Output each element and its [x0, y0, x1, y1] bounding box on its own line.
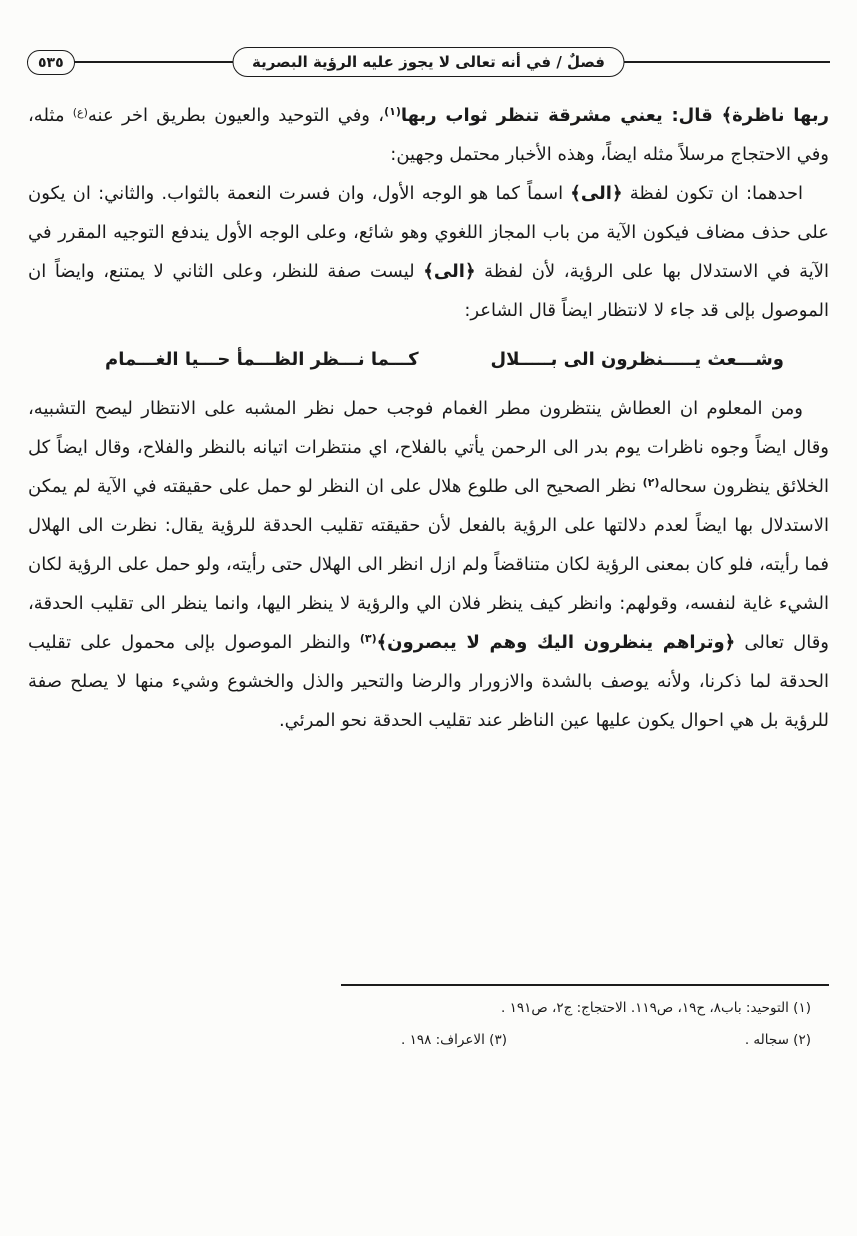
footnote-1: (١) التوحيد: باب٨، ح١٩، ص١١٩. الاحتجاج: ج٢، ص١٩١ . [500, 999, 811, 1016]
p2-text-b: اسماً كما هو الوجه الأول، وان فسرت النعمة بالثواب. والثاني: ان يكون على حذف مضاف فيكون الآية من باب المجاز اللغوي وهو شائع، وعلى الوجه الأول يندفع التوجيه المقرر في الآية في الاستدلال بها على الرؤية، لأن لفظة [28, 183, 829, 282]
quran-word-ila-1: ﴿الى﴾ [570, 183, 623, 204]
footnote-marker-2: (٢) [642, 476, 660, 489]
paragraph-2 [28, 174, 829, 330]
honorific-mark: (ع) [72, 106, 88, 119]
page-number: ٥٣٥ [38, 54, 64, 71]
footnote-2: (٢) سجاله . [744, 1031, 811, 1048]
quran-word-ila-2: ﴿الى﴾ [423, 261, 476, 282]
footnote-marker-3: (٣) [359, 632, 377, 645]
p2-text-a: احدهما: ان تكون لفظة [622, 183, 803, 204]
footnote-marker-1: (١) [384, 105, 401, 118]
chapter-title-box [233, 47, 624, 77]
p1-text-b: مثله، وفي الاحتجاج مرسلاً مثله ايضاً، وهذه الأخبار محتمل وجهين: [28, 105, 829, 165]
chapter-title: فصلٌ / في أنه تعالى لا يجوز عليه الرؤية البصرية [251, 53, 606, 71]
poetry-hemistich-2: كـــما نـــظر الظـــمأ حـــيا الغـــمام [105, 349, 419, 370]
poetry-verse [28, 330, 829, 389]
footnote-3: (٣) الاعراف: ١٩٨ . [400, 1031, 507, 1048]
p3-text-a: ومن المعلوم ان العطاش ينتظرون مطر الغمام فوجب حمل نظر المشبه على الانتظار ليصح التشبيه، وقال ايضاً وجوه ناظرات يوم بدر الى الرحمن يأتي بالفلاح، اي منتظرات اتيانه بالنظر والفلاح، وقال ايضاً كل الخلائق ينظرون سحاله [28, 398, 829, 497]
paragraph-1 [28, 96, 829, 174]
paragraph-3 [28, 389, 829, 740]
p3-text-b: نظر الصحيح الى طلوع هلال على ان النظر لو حمل على حقيقته في الآية لم يمكن الاستدلال بها ايضاً لعدم دلالتها على الرؤية بالفعل لأن حقيقته تقليب الحدقة للرؤية يقال: نظرت الى الهلال فما رأيته، فلو كان بمعنى الرؤية لكان متناقضاً ولم ازل انظر الى الهلال حتى رأيته، ولو حمل على الرؤية لكان الشيء غاية لنفسه، وقولهم: وانظر كيف ينظر فلان الي والرؤية لا ينظر اليها، وانما ينظر الى تقليب الحدقة، وقال تعالى [28, 476, 830, 653]
p3-text-c: والنظر الموصول بإلى محمول على تقليب الحدقة لما ذكرنا، ولأنه يوصف بالشدة والازورار والرضا والتحير والذل والخشوع وشيء منها لا يصلح صفة للرؤية بل هي احوال يكون عليها عين الناظر عند تقليب الحدقة نحو المرئي. [28, 632, 829, 731]
page-number-badge [27, 50, 75, 75]
poetry-hemistich-1: وشـــعث يـــــنظرون الى بـــــلال [490, 349, 784, 370]
quran-quote-lead: ربها ناظرة﴾ قال: يعني مشرقة تنظر ثواب ربها [400, 105, 830, 126]
quran-quote-araf: ﴿وتراهم ينظرون اليك وهم لا يبصرون﴾ [376, 632, 736, 653]
p1-text-a: ، وفي التوحيد والعيون بطريق اخر عنه [87, 105, 385, 126]
footnote-separator-rule [341, 984, 829, 986]
footnotes-section [28, 984, 829, 1050]
p2-text-c: ليست صفة للنظر، وعلى الثاني لا يمتنع، وايضاً ان الموصول بإلى قد جاء لا لانتظار ايضاً قال الشاعر: [28, 261, 829, 321]
page-header [27, 47, 830, 81]
page-body [28, 96, 829, 740]
footnote-row [28, 1030, 829, 1050]
